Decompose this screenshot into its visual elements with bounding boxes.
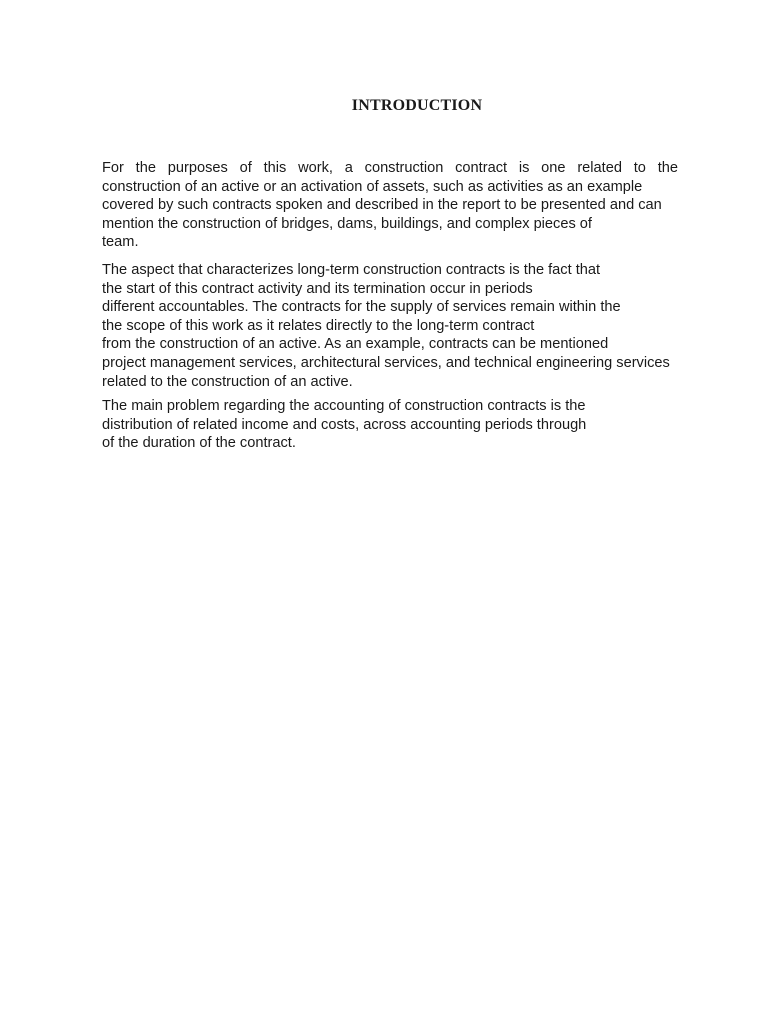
paragraph-line: covered by such contracts spoken and described in the report to be presented and can (102, 197, 662, 214)
paragraph-line: For the purposes of this work, a construction contract is one related to the (102, 160, 678, 176)
paragraph-line: mention the construction of bridges, dams, buildings, and complex pieces of (102, 215, 592, 232)
paragraph-3 (102, 397, 586, 453)
paragraph-2 (102, 261, 670, 391)
paragraph-line: of the duration of the contract. (102, 435, 296, 452)
paragraph-line: from the construction of an active. As an example, contracts can be mentioned (102, 336, 609, 353)
page-title: INTRODUCTION (351, 97, 483, 114)
paragraph-line: the scope of this work as it relates directly to the long-term contract (102, 317, 535, 334)
paragraph-line: construction of an active or an activation of assets, such as activities as an example (102, 178, 643, 195)
paragraph-line: different accountables. The contracts for the supply of services remain within the (102, 299, 621, 316)
paragraph-line: project management services, architectural services, and technical engineering services (102, 354, 670, 371)
paragraph-line: distribution of related income and costs, across accounting periods through (102, 416, 587, 433)
paragraph-1 (102, 159, 678, 252)
paragraph-line: related to the construction of an active. (102, 373, 353, 390)
paragraph-line: The main problem regarding the accounting of construction contracts is the (102, 398, 586, 414)
paragraph-line: team. (102, 234, 139, 251)
paragraph-line: the start of this contract activity and its termination occur in periods (102, 280, 533, 297)
paragraph-line: The aspect that characterizes long-term construction contracts is the fact that (102, 262, 601, 278)
